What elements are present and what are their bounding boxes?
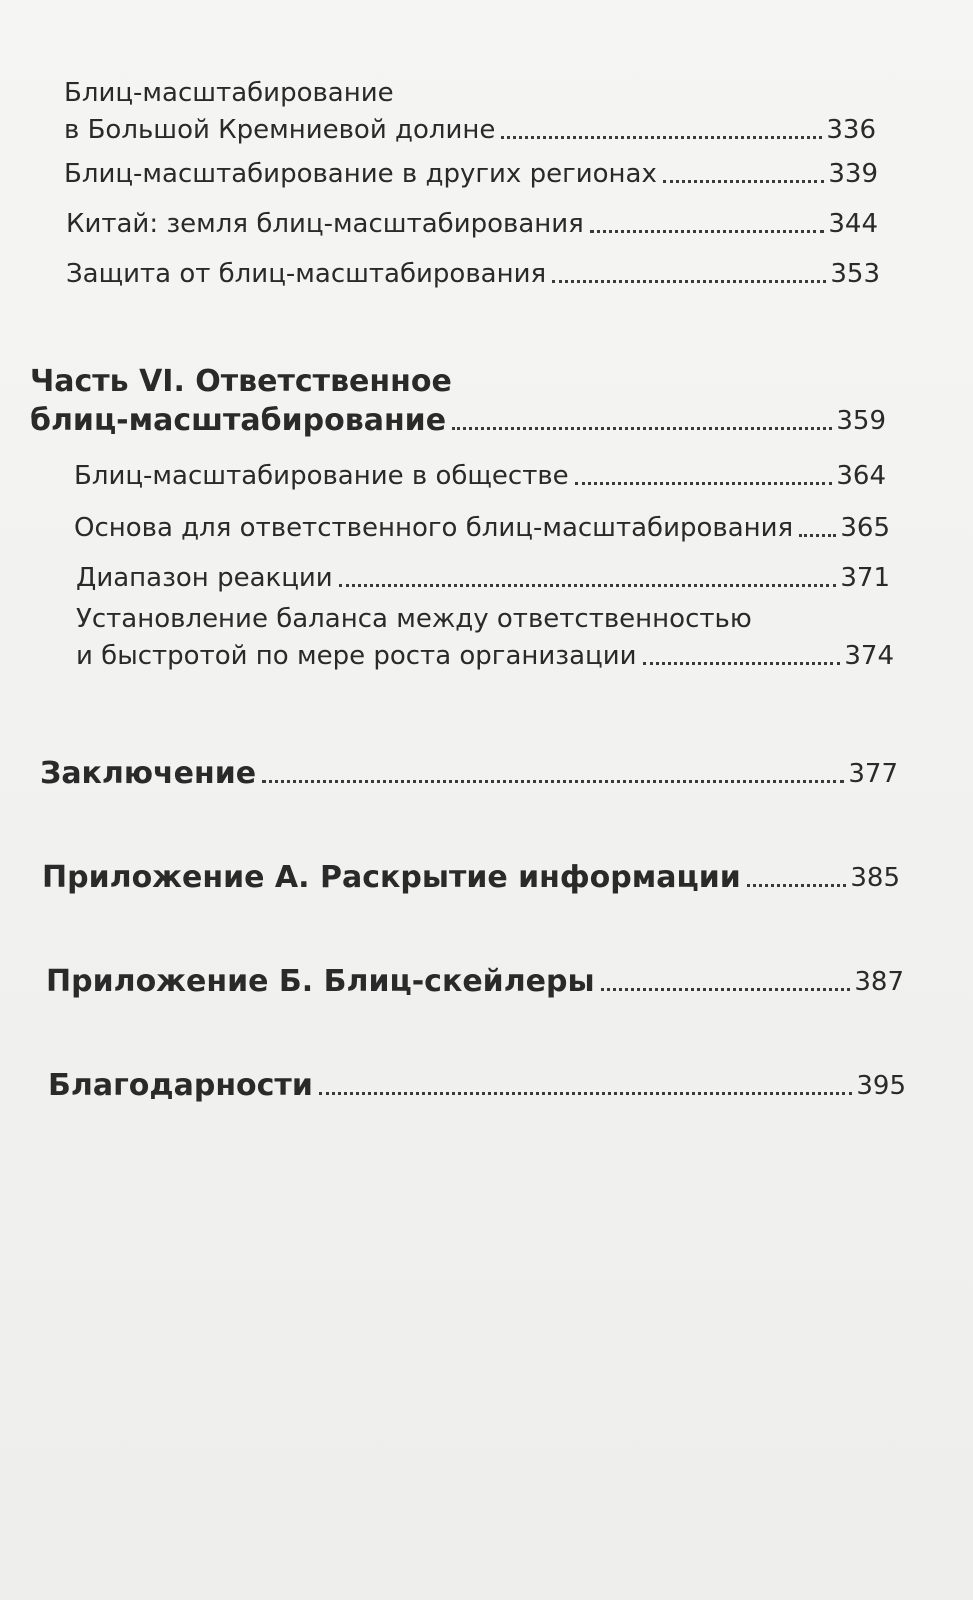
toc-page-number: 364 xyxy=(836,461,886,491)
dot-leader xyxy=(575,482,833,485)
dot-leader xyxy=(663,180,825,183)
dot-leader xyxy=(747,884,847,887)
toc-entry[interactable] xyxy=(64,78,884,152)
toc-page-number: 353 xyxy=(830,259,880,289)
toc-entry-title: Диапазон реакции xyxy=(76,563,333,593)
dot-leader xyxy=(590,230,825,233)
toc-main-title: Благодарности xyxy=(48,1068,313,1103)
dot-leader xyxy=(452,427,832,430)
toc-main-title: Заключение xyxy=(40,756,257,791)
toc-page-number: 365 xyxy=(840,513,890,543)
toc-page-number: 371 xyxy=(840,563,890,593)
toc-entry-last-line xyxy=(76,634,894,678)
toc-page-number: 377 xyxy=(848,759,898,789)
toc-part-title-line1: Часть VI. Ответственное xyxy=(30,364,452,399)
toc-page-number: 374 xyxy=(844,641,894,671)
toc-entry[interactable] xyxy=(74,454,886,498)
dot-leader xyxy=(501,136,822,139)
toc-entry[interactable] xyxy=(66,252,880,296)
toc-entry-title: Китай: земля блиц-масштабирования xyxy=(66,209,584,239)
dot-leader xyxy=(262,780,844,783)
toc-entry[interactable] xyxy=(64,152,878,196)
toc-entry-title-line1: Блиц-масштабирование xyxy=(64,78,394,108)
toc-entry-title-line2: и быстротой по мере роста организации xyxy=(76,641,637,671)
toc-main-entry[interactable] xyxy=(46,960,904,1004)
toc-entry-title-line1: Установление баланса между ответственностью xyxy=(76,604,752,634)
toc-entry-last-line xyxy=(30,399,886,443)
dot-leader xyxy=(339,584,837,587)
toc-part-heading[interactable] xyxy=(30,364,890,443)
toc-entry[interactable] xyxy=(76,556,890,600)
dot-leader xyxy=(319,1092,853,1095)
toc-main-title: Приложение А. Раскрытие информации xyxy=(42,860,741,895)
toc-main-entry[interactable] xyxy=(42,856,900,900)
toc-main-entry[interactable] xyxy=(40,752,898,796)
toc-page-number: 339 xyxy=(828,159,878,189)
dot-leader xyxy=(643,662,841,665)
toc-entry-title: Блиц-масштабирование в обществе xyxy=(74,461,569,491)
toc-entry[interactable] xyxy=(66,202,878,246)
dot-leader xyxy=(552,280,826,283)
toc-page-number: 395 xyxy=(856,1071,906,1101)
toc-entry-title: Блиц-масштабирование в других регионах xyxy=(64,159,657,189)
toc-entry-title-line2: в Большой Кремниевой долине xyxy=(64,115,496,145)
toc-page-number: 359 xyxy=(836,406,886,436)
toc-page-number: 344 xyxy=(828,209,878,239)
toc-main-entry[interactable] xyxy=(48,1064,906,1108)
toc-entry-title: Основа для ответственного блиц-масштабирования xyxy=(74,513,794,543)
toc-entry-last-line xyxy=(64,108,876,152)
toc-entry-title: Защита от блиц-масштабирования xyxy=(66,259,547,289)
toc-entry[interactable] xyxy=(74,506,890,550)
toc-part-title-line2: блиц-масштабирование xyxy=(30,403,447,438)
toc-page-number: 387 xyxy=(854,967,904,997)
toc-entry[interactable] xyxy=(76,604,896,678)
dot-leader xyxy=(799,534,836,537)
dot-leader xyxy=(601,988,851,991)
toc-main-title: Приложение Б. Блиц-скейлеры xyxy=(46,964,595,999)
toc-page-number: 336 xyxy=(826,115,876,145)
toc-page-number: 385 xyxy=(850,863,900,893)
